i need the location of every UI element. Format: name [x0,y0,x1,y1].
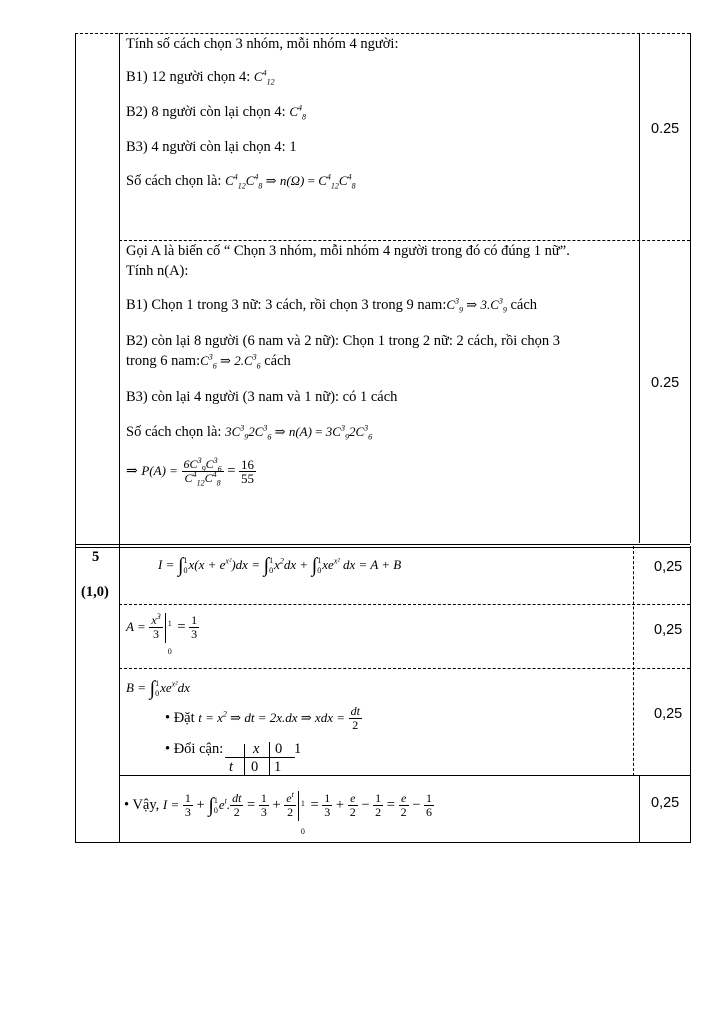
table-left-border [75,33,76,843]
part2-b3: B3) còn lại 4 người (3 nam và 1 nữ): có 1 cách [126,389,398,405]
row5-number: 5 [92,549,100,565]
score-row5-3: 0,25 [654,706,683,722]
row-divider [75,544,690,545]
sub-divider-1 [119,604,690,605]
part2-intro-line1: Gọi A là biến cố “ Chọn 3 nhóm, mỗi nhóm 4 người trong đó có đúng 1 nữ”. [126,243,570,259]
bounds-x-0: 0 [275,741,283,757]
row5-points: (1,0) [81,584,109,600]
part2-score: 0.25 [651,375,680,391]
top-border [75,33,690,34]
part2-b2-line1: B2) còn lại 8 người (6 nam và 2 nữ): Chọn 1 trong 2 nữ: 2 cách, rồi chọn 3 [126,333,560,349]
part-divider [119,240,690,241]
bounds-vline-2 [269,742,270,776]
bounds-hline [225,757,295,758]
part1-total: Số cách chọn là: $C^4_{12}C^4_8$ ⇒ $n(\Omega) = C^4_{12}C^4_8$ [126,172,356,191]
integral-A: A = $\frac{x^3}{3}$ 1 0 = $\frac{1}{3}$ [126,612,198,656]
score-divider-top [639,33,640,543]
sub-divider-2 [119,668,690,669]
part1-intro: Tính số cách chọn 3 nhóm, mỗi nhóm 4 người: [126,36,399,52]
bounds-x-label: x [253,741,260,757]
bounds-x-1: 1 [294,741,302,757]
row-divider-2 [75,547,690,548]
score-divider-bottom [639,776,640,843]
bounds-vline-1 [244,744,245,776]
score-divider-mid [633,546,634,776]
bounds-t-1: 1 [274,759,282,775]
bottom-border [75,842,690,843]
integral-B: B = ∫1 $0xe^{x^2}dx$ [126,677,190,700]
part2-probability: ⇒ P(A) = $\frac{6C^3_9C^3_6}{C^4_{12}C^4_8}$ = $\frac{16}{55}$ [126,456,255,488]
score-row5-2: 0,25 [654,622,683,638]
bounds-t-0: 0 [251,759,259,775]
substitution: • Đặt $t = x^2$ ⇒ dt = 2x.dx ⇒ xdx = $\frac{dt}{2}$ [165,704,360,733]
part1-score: 0.25 [651,121,680,137]
bounds-change: • Đổi cận: [165,741,224,757]
score-row5-1: 0,25 [654,559,683,575]
bounds-t-label: t [229,759,234,775]
part2-b1: B1) Chọn 1 trong 3 nữ: 3 cách, rồi chọn 3 trong 9 $nam:C^3_9$ ⇒ $3.C^3_9$ cách [126,296,538,315]
part2-b2-line2: trong 6 $nam:C^3_6$ ⇒ $2.C^3_6$ cách [126,352,291,371]
part2-intro-line2: Tính n(A): [126,263,189,279]
sub-divider-3 [119,775,690,776]
final-result: • Vậy, I = $\frac{1}{3}$ + ∫1 $0e^t$. $\frac{dt}{2}$ = $\frac{1}{3}$ + $\frac{e^t}{2}$ 1 0 = $\frac{1}{3}$ + $\frac{e}{2}$ − $\frac{1}{2}$ = $\frac{e}{2}$ − $\frac{1}{6}$ [124,790,433,836]
part2-total: Số cách chọn là: $3C^3_92C^3_6$ ⇒ $n(A) = 3C^3_92C^3_6$ [126,423,373,442]
table-right-border-bottom [690,546,691,843]
bounds-table [225,740,305,776]
table-right-border-top [690,33,691,543]
part1-b1: B1) 12 người chọn 4: $C^4_{12}$ [126,68,275,87]
part1-b3: B3) 4 người còn lại chọn 4: 1 [126,139,297,155]
score-row5-4: 0,25 [651,795,680,811]
part1-b2: B2) 8 người còn lại chọn 4: $C^4_8$ [126,103,306,122]
col1-divider [119,33,120,843]
integral-I: I = ∫1 $0x(x + e^{x^2})dx = \int 1$ $0x^2dx + \int 1$ $0xe^{x^2}$ dx = A + B [158,554,402,577]
